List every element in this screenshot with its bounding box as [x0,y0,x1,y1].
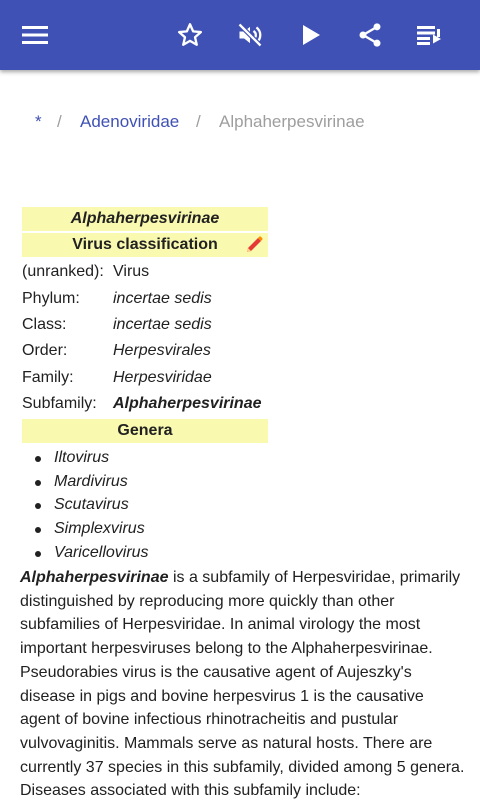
taxobox-rank-label: Subfamily: [22,395,97,412]
play-icon[interactable] [287,11,335,59]
taxobox-row-order [22,339,268,363]
taxobox-rank-value[interactable]: Herpesviridae [113,369,212,386]
taxobox-rank-value[interactable]: Herpesvirales [113,342,211,359]
breadcrumb-root-link[interactable]: * [35,112,42,131]
genus-item[interactable]: Iltovirus [32,446,149,470]
taxobox-row-phylum [22,287,268,311]
taxobox-section-header [22,233,268,257]
volume-off-icon[interactable] [226,11,274,59]
genus-item[interactable]: Mardivirus [32,470,149,494]
breadcrumb [0,112,480,138]
genus-item[interactable]: Simplexvirus [32,517,149,541]
menu-icon[interactable] [11,11,59,59]
taxobox-rank-value: incertae sedis [113,290,212,307]
taxobox-rank-label: Class: [22,316,67,333]
article-lead-term: Alphaherpesvirinae [20,569,169,586]
breadcrumb-current: Alphaherpesvirinae [219,112,365,131]
article-text: is a subfamily of Herpesviridae, primarily distinguished by reproducing more quickly than other subfamilies of Herpesviridae. In animal virology the most important herpesviruses belong to the Alphaherpesvirinae. Pseudorabies virus is the causative agent of Aujeszky's disease in pigs and bovine herpesvirus 1 is the causative agent of bovine infectious rhinotracheitis and pustular vulvovaginitis. Mammals serve as natural hosts. There are currently 37 species in this subfamily, divided among 5 genera. Diseases associated with this subfamily include: [20,569,465,800]
taxobox-row-family [22,366,268,390]
genera-list [32,446,149,564]
taxobox-rank-label: Order: [22,342,68,359]
taxobox-row-subfamily [22,392,268,416]
taxobox-rank-label: (unranked): [22,263,104,280]
taxobox-title: Alphaherpesvirinae [22,207,268,231]
taxobox-section-label: Virus classification [72,236,218,253]
taxobox-row-class [22,313,268,337]
taxobox-row-unranked [22,260,268,284]
pencil-icon[interactable] [244,235,264,255]
taxobox-rank-label: Phylum: [22,290,80,307]
taxobox-rank-value: Virus [113,263,150,280]
share-icon[interactable] [346,11,394,59]
genus-item[interactable]: Varicellovirus [32,541,149,565]
article-paragraph [20,566,466,803]
genus-item[interactable]: Scutavirus [32,493,149,517]
playlist-icon[interactable] [406,11,454,59]
taxobox-rank-value: Alphaherpesvirinae [113,395,262,412]
breadcrumb-separator: / [57,112,62,131]
taxobox-genera-header: Genera [22,419,268,443]
taxobox-rank-label: Family: [22,369,74,386]
taxobox-rank-value: incertae sedis [113,316,212,333]
star-outline-icon[interactable] [166,11,214,59]
breadcrumb-parent-link[interactable]: Adenoviridae [80,112,180,131]
breadcrumb-separator: / [196,112,201,131]
app-bar [0,0,480,70]
